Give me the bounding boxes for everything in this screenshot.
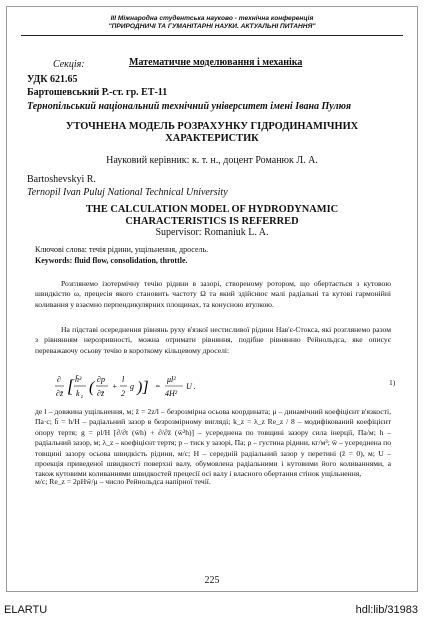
supervisor-en: Supervisor: Romaniuk L. A. <box>155 227 269 238</box>
svg-text:∂z̄: ∂z̄ <box>56 389 64 398</box>
equation-1 <box>55 372 255 408</box>
conference-header <box>7 15 417 31</box>
svg-text:g: g <box>130 382 134 391</box>
repository-name: ELARTU <box>4 604 48 616</box>
svg-text:∂z̄: ∂z̄ <box>97 389 105 398</box>
paragraph-2: На підставі осереднення рівнянь руху в'язкої нестисливої рідини Нав'є-Стокса, які розглянемо разом з рівнянням нерозривності, можна отримати рівняння, подібне рівнянню Рейнольдса, яке описує переважаючу осьову течію в короткому кільцевому дроселі: <box>35 325 391 355</box>
paragraph-3: де l – довжина ущільнення, м; z̄ = 2z/l – безрозмірна осьова координата; μ – динамічний коефіцієнт в'язкості, Па·с; h̄ = h/H – радіальний зазор в безрозмірному вигляді; k_z = λ_z Re_z / 8 – модифікований коефіцієнт опору тертя; g = ρl/H [∂/∂t (w̄h) + ∂/∂z̄ (w̄²h)] – усереднена по товщині зазору сила інерції, Па/м; h – радіальний зазор, м; λ_z – коефіцієнт тертя; p – тиск у зазорі, Па; ρ – густина рідини, кг/м³; w̄ – усереднена по товщині зазору осьова швидкість рідини, м/с; H – середній радіальний зазор у перетині (z̄ = 0), м; U – проекція приведеної швидкості поверхні валу, обумовлена радіальними і кутовими його коливаннями, а також кутовими коливаннями швидкостей прецесії осі валу і власного обертання стінок ущільнення, <box>35 407 391 479</box>
svg-text:∂: ∂ <box>57 375 61 384</box>
title-ua: УТОЧНЕНА МОДЕЛЬ РОЗРАХУНКУ ГІДРОДИНАМІЧНИХ ХАРАКТЕРИСТИК <box>65 121 359 144</box>
footer-bar <box>0 604 424 618</box>
equation-1-graphic <box>55 372 255 406</box>
svg-text:(: ( <box>89 379 95 396</box>
svg-text:4H²: 4H² <box>165 389 178 398</box>
affiliation-en: Ternopil Ivan Puluj National Technical University <box>27 187 228 198</box>
keywords-en: Keywords: fluid flow, consolidation, throttle. <box>35 256 188 265</box>
author-en: Bartoshevskyi R. <box>27 174 96 185</box>
paragraph-4: м/с; Re_z = 2ρHw̄/μ – число Рейнольдса напірної течії. <box>35 477 211 486</box>
svg-text:+: + <box>112 382 118 391</box>
svg-text:k: k <box>76 389 80 398</box>
svg-text:z: z <box>81 395 83 400</box>
header-rule <box>21 35 403 36</box>
title-en: THE CALCULATION MODEL OF HYDRODYNAMIC CHARACTERISTICS IS REFERRED <box>85 204 339 227</box>
paper-page <box>6 6 418 592</box>
conference-line-2: "ПРИРОДНИЧІ ТА ГУМАНІТАРНІ НАУКИ. АКТУАЛЬНІ ПИТАННЯ" <box>108 23 316 30</box>
author-ua: Бартошевський Р.-ст. гр. ЕТ-11 <box>27 87 168 98</box>
supervisor-ua: Науковий керівник: к. т. н., доцент Романюк Л. А. <box>106 155 318 166</box>
page-number: 225 <box>204 575 220 586</box>
conference-line-1: III Міжнародна студентська науково - технічна конференція <box>110 15 314 22</box>
affiliation-ua: Тернопільський національний технічний університет імені Івана Пулюя <box>27 101 352 112</box>
svg-text:∂p: ∂p <box>97 375 105 384</box>
svg-text:h̄³: h̄³ <box>75 375 82 384</box>
svg-text:=: = <box>155 382 161 391</box>
section-label: Секція: <box>53 59 85 70</box>
paragraph-1: Розглянемо ізотермічну течію рідини в зазорі, створеному ротором, що обертається з кутовою швидкістю ω, прецесія якого становить частоту Ω та який здійснює малі радіальні та кутові гармонійні коливання у взаємно перпендикулярних площинах, та конусною втулкою. <box>35 279 391 309</box>
svg-text:[: [ <box>67 376 75 396</box>
udc-code: УДК 621.65 <box>27 74 78 85</box>
equation-number: 1) <box>389 378 396 387</box>
svg-text:)]: )] <box>137 379 149 396</box>
svg-text:2: 2 <box>121 389 125 398</box>
section-name: Математичне моделювання і механіка <box>129 57 303 68</box>
svg-text:μl²: μl² <box>167 375 176 384</box>
handle-id: hdl:lib/31983 <box>355 604 418 616</box>
svg-text:U .: U . <box>186 382 196 391</box>
svg-text:l: l <box>122 375 125 384</box>
keywords-ua: Ключові слова: течія рідини, ущільнення, дросель. <box>35 245 209 254</box>
